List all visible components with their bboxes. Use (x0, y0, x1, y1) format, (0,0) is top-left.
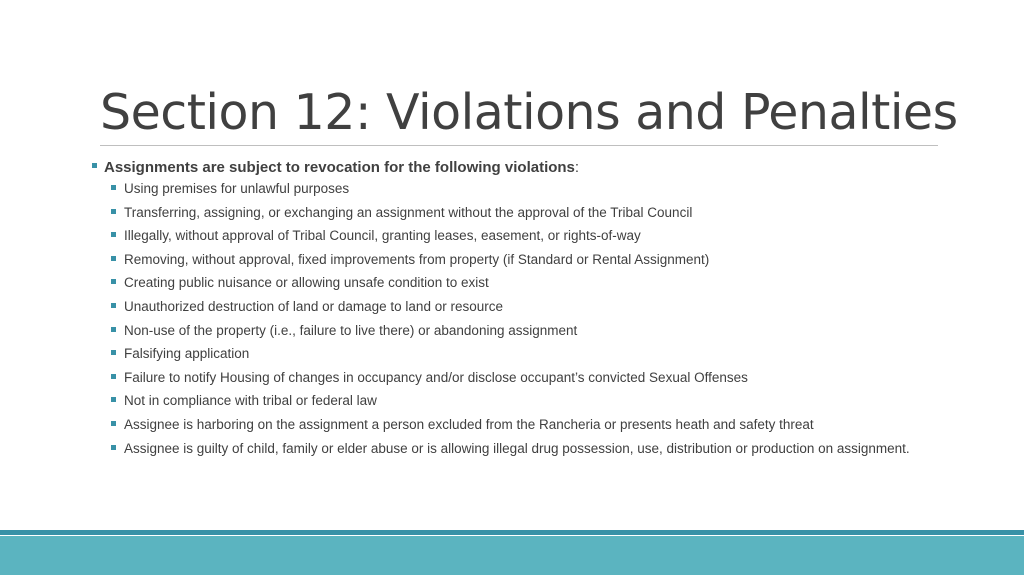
list-item-text: Transferring, assigning, or exchanging an assignment without the approval of the Tribal Council (124, 204, 693, 220)
list-item-text: Illegally, without approval of Tribal Council, granting leases, easement, or rights-of-way (124, 228, 641, 244)
list-item (92, 227, 912, 244)
list-item-text: Creating public nuisance or allowing unsafe condition to exist (124, 275, 489, 291)
violations-list (92, 180, 912, 457)
list-item-text: Assignee is harboring on the assignment a person excluded from the Rancheria or presents heath and safety threat (124, 416, 814, 432)
slide-title: Section 12: Violations and Penalties (100, 84, 958, 141)
square-bullet-icon (92, 163, 97, 168)
square-bullet-icon (111, 232, 116, 237)
square-bullet-icon (111, 374, 116, 379)
square-bullet-icon (111, 209, 116, 214)
square-bullet-icon (111, 421, 116, 426)
footer-accent-line (0, 530, 1024, 535)
list-item (92, 416, 912, 433)
square-bullet-icon (111, 445, 116, 450)
list-item (92, 369, 912, 386)
list-item (92, 392, 912, 409)
intro-bullet (92, 158, 912, 178)
square-bullet-icon (111, 256, 116, 261)
square-bullet-icon (111, 303, 116, 308)
title-divider (100, 145, 938, 146)
list-item (92, 298, 912, 315)
list-item (92, 274, 912, 291)
list-item (92, 180, 912, 197)
square-bullet-icon (111, 185, 116, 190)
list-item (92, 322, 912, 339)
list-item-text: Unauthorized destruction of land or damage to land or resource (124, 298, 503, 314)
list-item-text: Non-use of the property (i.e., failure to live there) or abandoning assignment (124, 322, 578, 338)
list-item (92, 345, 912, 362)
footer-band (0, 536, 1024, 575)
intro-suffix: : (574, 159, 580, 176)
slide-content (92, 158, 912, 463)
list-item-text: Assignee is guilty of child, family or elder abuse or is allowing illegal drug possession, use, distribution or production on assignment. (124, 440, 910, 456)
square-bullet-icon (111, 279, 116, 284)
list-item-text: Using premises for unlawful purposes (124, 181, 350, 196)
list-item (92, 204, 912, 221)
list-item-text: Not in compliance with tribal or federal law (124, 393, 377, 409)
list-item-text: Removing, without approval, fixed improvements from property (if Standard or Rental Assignment) (124, 251, 710, 267)
list-item (92, 251, 912, 268)
square-bullet-icon (111, 327, 116, 332)
square-bullet-icon (111, 350, 116, 355)
list-item-text: Failure to notify Housing of changes in occupancy and/or disclose occupant’s convicted Sexual Offenses (124, 369, 748, 385)
list-item-text: Falsifying application (124, 346, 250, 362)
square-bullet-icon (111, 397, 116, 402)
list-item (92, 440, 912, 457)
intro-text: Assignments are subject to revocation for the following violations (104, 159, 575, 176)
